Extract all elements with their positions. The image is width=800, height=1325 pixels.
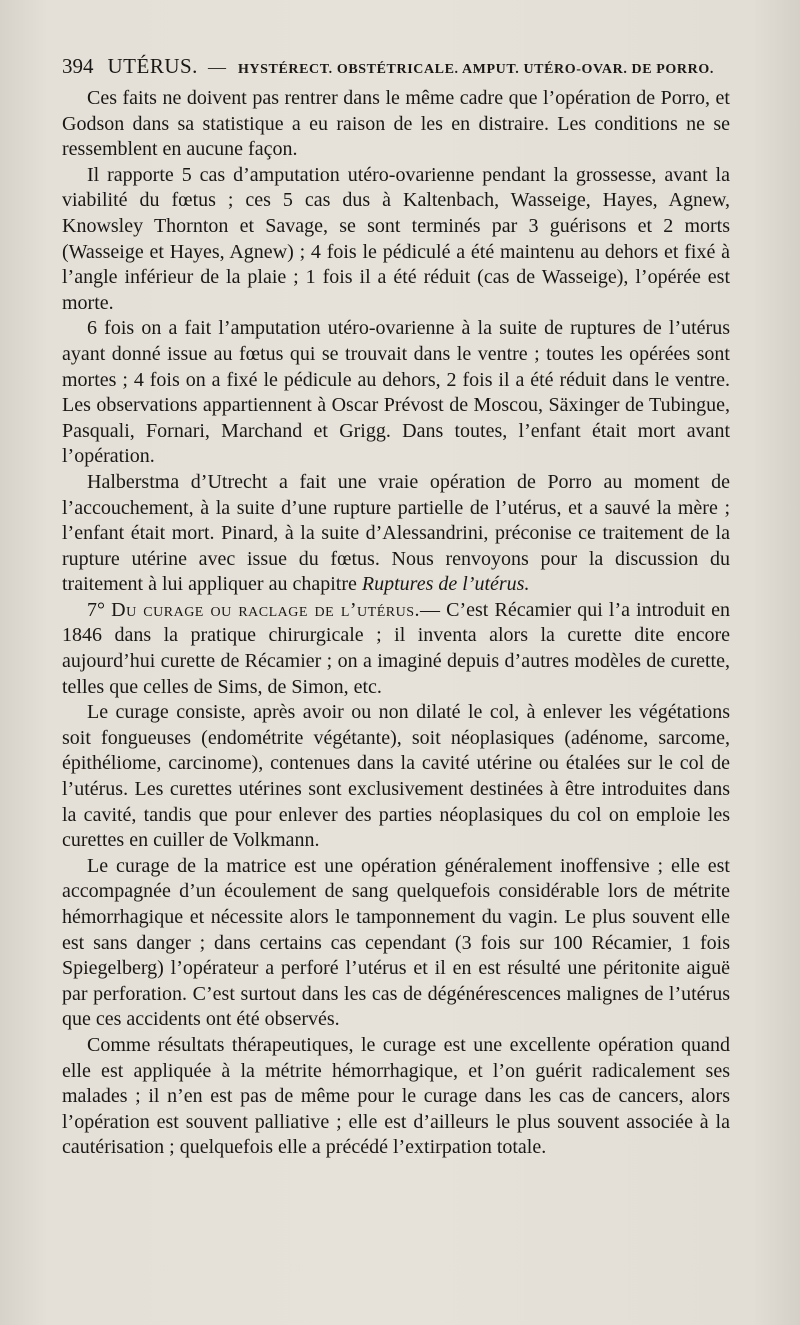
- body-text: [62, 86, 730, 1161]
- paragraph: Le curage consiste, après avoir ou non dilaté le col, à enlever les végétations soit fongueuses (endométrite végétante), soit néoplasiques (adénome, sarcome, épithéliome, carcinome), contenues dans la cavité utérine ou étalées sur le col de l’utérus. Les curettes utérines sont exclusivement destinées à être introduites dans la cavité, tandis que pour enlever des parties néoplasiques du col on emploie les curettes en cuiller de Volkmann.: [62, 701, 730, 852]
- page-number: 394: [62, 54, 94, 78]
- section-paragraph: [62, 598, 730, 700]
- paragraph: Le curage de la matrice est une opération généralement inoffensive ; elle est accompagnée d’un écoulement de sang quelquefois considérable lors de métrite hémorrhagique et nécessite alors le tamponnement du vagin. Le plus souvent elle est sans danger ; dans certains cas cependant (3 fois sur 100 Récamier, 1 fois Spiegelberg) l’opérateur a perforé l’utérus et il en est résulté une péritonite aiguë par perforation. C’est surtout dans les cas de dégénérescences malignes de l’utérus que ces accidents ont été observés.: [62, 854, 730, 1031]
- paragraph: Comme résultats thérapeutiques, le curage est une excellente opération quand elle est appliquée à la métrite hémorrhagique, et l’on guérit radicalement ses malades ; il n’en est pas de même pour le curage dans les cas de cancers, alors l’opération est souvent palliative ; elle est d’ailleurs le plus souvent associée à la cautérisation ; quelquefois elle a précédé l’extirpation totale.: [62, 1033, 730, 1159]
- paragraph: 6 fois on a fait l’amputation utéro-ovarienne à la suite de ruptures de l’utérus ayant donné issue au fœtus qui se trouvait dans le ventre ; toutes les opérées sont mortes ; 4 fois on a fixé le pédicule au dehors, 2 fois il a été réduit dans le ventre. Les observations appartiennent à Oscar Prévost de Moscou, Säxinger de Tubingue, Pasquali, Fornari, Marchand et Grigg. Dans toutes, l’enfant était mort avant l’opération.: [62, 317, 730, 468]
- paragraph: [62, 470, 730, 598]
- running-head-dash: —: [207, 57, 226, 77]
- running-head-title: UTÉRUS.: [107, 54, 198, 78]
- section-heading: Du curage ou raclage de l’utérus.: [111, 598, 421, 621]
- paragraph: Il rapporte 5 cas d’amputation utéro-ovarienne pendant la grossesse, avant la viabilité du fœtus ; ces 5 cas dus à Kaltenbach, Wasseige, Hayes, Agnew, Knowsley Thornton et Savage, se sont terminés par 3 guérisons et 2 morts (Wasseige et Hayes, Agnew) ; 4 fois le pédiculé a été maintenu au dehors et fixé à l’angle inférieur de la plaie ; 1 fois il a été réduit (cas de Wasseige), l’opérée est morte.: [62, 163, 730, 314]
- paragraph: Ces faits ne doivent pas rentrer dans le même cadre que l’opération de Porro, et Godson dans sa statistique a eu raison de les en distraire. Les conditions ne se ressemblent en aucune façon.: [62, 87, 730, 161]
- paragraph-text: Halberstma d’Utrecht a fait une vraie opération de Porro au moment de l’accouchement, à la suite d’une rupture partielle de l’utérus, et a sauvé la mère ; l’enfant était mort. Pinard, à la suite d’Alessandrini, préconise ce traitement de la rupture utérine avec issue du fœtus. Nous renvoyons pour la discussion du traitement à lui appliquer au chapitre: [62, 470, 730, 596]
- running-header: [62, 54, 728, 84]
- running-head-subtitle: HYSTÉRECT. OBSTÉTRICALE. AMPUT. UTÉRO-OVAR. DE PORRO.: [237, 62, 714, 77]
- section-text: — C’est Récamier qui l’a introduit en 1846 dans la pratique chirurgicale ; il inventa alors la curette dite encore aujourd’hui curette de Récamier ; on a imaginé depuis d’autres modèles de curette, telles que celles de Sims, de Simon, etc.: [62, 598, 731, 698]
- chapter-reference: Ruptures de l’utérus.: [361, 573, 530, 596]
- section-number: 7°: [87, 598, 105, 621]
